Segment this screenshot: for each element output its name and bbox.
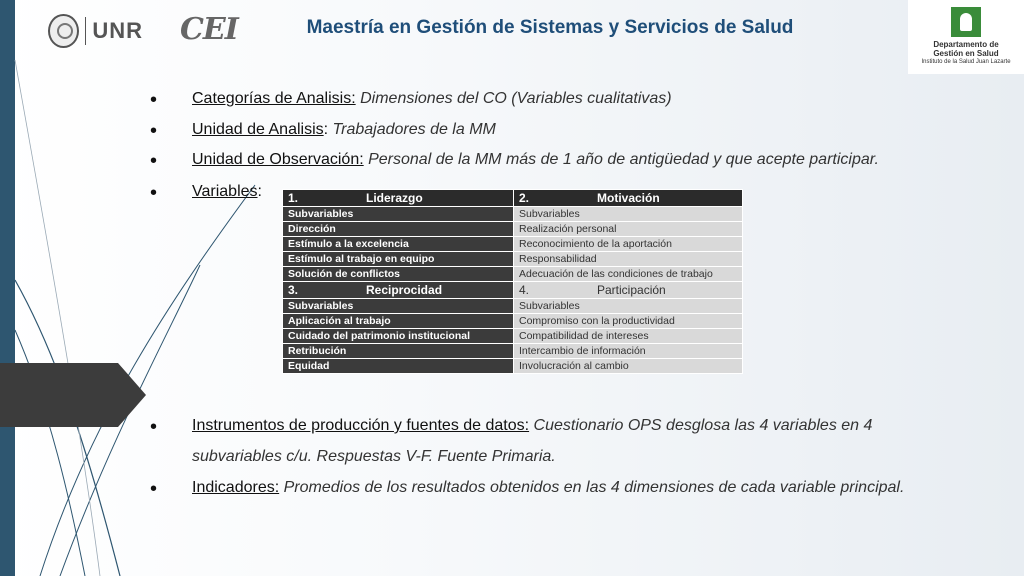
bullet-dot: • — [150, 478, 158, 500]
bullet-label: Variables — [192, 183, 258, 200]
bullet-text: Cuestionario OPS desglosa las 4 variables en 4 — [529, 417, 873, 434]
table-cell-right: Subvariables — [514, 299, 743, 314]
arrow-shape — [0, 363, 146, 427]
unr-logo-text: UNR — [92, 18, 143, 43]
bullet-text-continued: subvariables c/u. Respuestas V-F. Fuente Primaria. — [192, 448, 556, 465]
table-cell-left: Retribución — [283, 344, 514, 359]
bullet-separator: : — [323, 121, 333, 138]
bullet-separator: : — [257, 183, 262, 200]
table-cell-left: Dirección — [283, 222, 514, 237]
unr-seal-icon — [48, 14, 79, 48]
bullet-dot: • — [150, 182, 158, 204]
variables-table — [282, 189, 743, 374]
table-cell-right: Reconocimiento de la aportación — [514, 237, 743, 252]
table-row — [283, 359, 743, 374]
table-cell-right: Subvariables — [514, 207, 743, 222]
table-cell-left: Estímulo al trabajo en equipo — [283, 252, 514, 267]
table-cell-right: Adecuación de las condiciones de trabajo — [514, 267, 743, 282]
table-header-row-2 — [283, 282, 743, 299]
table-cell-left: Estímulo a la excelencia — [283, 237, 514, 252]
table-row — [283, 207, 743, 222]
table-row — [283, 314, 743, 329]
table-cell-right: Realización personal — [514, 222, 743, 237]
logo-divider — [85, 17, 87, 45]
table-cell-left: Solución de conflictos — [283, 267, 514, 282]
table-cell-left: Equidad — [283, 359, 514, 374]
header-cell-reciprocidad: 3. Reciprocidad — [283, 282, 514, 299]
table-row — [283, 344, 743, 359]
table-row — [283, 252, 743, 267]
header — [0, 0, 1024, 66]
table-cell-left: Subvariables — [283, 207, 514, 222]
tree-icon — [951, 7, 981, 37]
header-cell-participacion: 4. Participación — [514, 282, 743, 299]
table-header-row — [283, 190, 743, 207]
table-row — [283, 222, 743, 237]
bullet-text: Trabajadores de la MM — [332, 121, 496, 138]
dept-name-line1: Departamento de — [933, 40, 999, 49]
table-cell-right: Compromiso con la productividad — [514, 314, 743, 329]
bullet-text: Promedios de los resultados obtenidos en las 4 dimensiones de cada variable principal. — [279, 479, 905, 496]
unr-logo — [48, 12, 143, 50]
table-cell-left: Subvariables — [283, 299, 514, 314]
table-cell-right: Responsabilidad — [514, 252, 743, 267]
table-cell-left: Cuidado del patrimonio institucional — [283, 329, 514, 344]
bullet-label: Unidad de Observación: — [192, 151, 364, 168]
dept-institute: Instituto de la Salud Juan Lazarte — [921, 59, 1011, 65]
dept-name-line2: Gestión en Salud — [933, 49, 999, 58]
header-cell-liderazgo: 1. Liderazgo — [283, 190, 514, 207]
table-cell-right: Involucración al cambio — [514, 359, 743, 374]
bullet-dot: • — [150, 120, 158, 142]
bullet-text: Dimensiones del CO (Variables cualitativas) — [355, 90, 672, 107]
bullet-label: Unidad de Analisis — [192, 121, 324, 138]
bullet-label: Categorías de Analisis: — [192, 90, 356, 107]
bullet-dot: • — [150, 150, 158, 172]
bullet-label: Indicadores: — [192, 479, 280, 496]
slide-title: Maestría en Gestión de Sistemas y Servicios de Salud — [306, 17, 794, 38]
table-row — [283, 237, 743, 252]
header-cell-motivacion: 2. Motivación — [514, 190, 743, 207]
table-row — [283, 267, 743, 282]
cei-logo: CEI — [180, 12, 238, 47]
table-cell-right: Intercambio de información — [514, 344, 743, 359]
table-cell-left: Aplicación al trabajo — [283, 314, 514, 329]
table-cell-right: Compatibilidad de intereses — [514, 329, 743, 344]
bullet-label: Instrumentos de producción y fuentes de datos: — [192, 417, 530, 434]
table-row — [283, 299, 743, 314]
bullet-dot: • — [150, 89, 158, 111]
bullet-text: Personal de la MM más de 1 año de antigüedad y que acepte participar. — [363, 151, 879, 168]
bullet-dot: • — [150, 416, 158, 438]
department-logo — [908, 0, 1024, 74]
table-row — [283, 329, 743, 344]
